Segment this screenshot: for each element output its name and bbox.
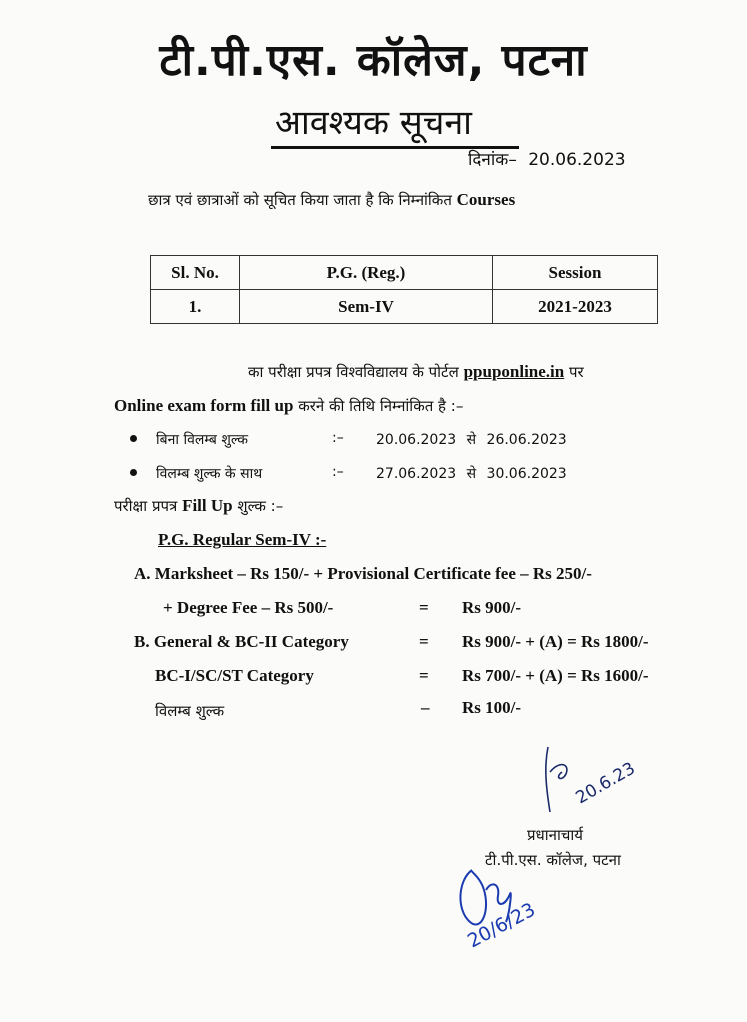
fee-line-b-value: Rs 900/- + (A) = Rs 1800/- [462,632,649,651]
date-value: 20.06.2023 [528,150,626,170]
principal-title: प्रधानाचार्य [527,826,583,844]
fee-line-a2: + Degree Fee – Rs 500/- [163,598,334,617]
date-label: दिनांक– [468,150,517,170]
fee-line-b-eq: = [419,632,429,651]
portal-link[interactable]: ppuponline.in [463,362,565,381]
date-to: 26.06.2023 [486,432,567,448]
fee-heading-suffix: शुल्क :– [237,497,284,515]
fee-line-a2-value: Rs 900/- [462,598,522,617]
date-from: 27.06.2023 [376,466,457,482]
table-header-slno: Sl. No. [151,256,240,290]
table-row [151,290,658,324]
fee-line-c-value: Rs 700/- + (A) = Rs 1600/- [462,666,649,685]
fee-heading-prefix: परीक्षा प्रपत्र [114,497,178,515]
intro-text: छात्र एवं छात्राओं को सूचित किया जाता है कि निम्नांकित [148,191,452,209]
signature-date: 20.6.23 [572,758,639,809]
portal-text-after: पर [569,363,584,381]
fee-heading-bold: Fill Up [182,496,233,515]
late-fee-label: विलम्ब शुल्क [155,702,225,720]
portal-line [248,362,584,382]
form-date-text: करने की तिथि निम्नांकित है :– [298,397,464,415]
second-signature-date: 20/6/23 [464,898,540,953]
date-to: 30.06.2023 [486,466,567,482]
fee-heading [114,496,283,516]
late-fee-eq: – [421,698,430,717]
table-cell-slno: 1. [151,290,240,324]
bullet-icon [130,469,137,476]
fee-line-c-eq: = [419,666,429,685]
date-joiner: से [466,466,477,482]
late-fee-value: Rs 100/- [462,698,522,717]
fee-line-b: B. General & BC-II Category [134,632,349,651]
date-line [468,147,626,170]
second-signature [450,850,560,955]
intro-courses-word: Courses [456,190,516,209]
date-item-sep: :– [332,464,344,480]
fee-line-a1: A. Marksheet – Rs 150/- + Provisional Certificate fee – Rs 250/- [134,564,592,583]
form-date-line [114,396,463,416]
portal-text: का परीक्षा प्रपत्र विश्वविद्यालय के पोर्टल [248,363,459,381]
date-item-label: विलम्ब शुल्क के साथ [156,466,263,482]
list-item [130,464,567,482]
date-item-sep: :– [332,430,344,446]
table-header-session: Session [493,256,658,290]
fee-line-c: BC-I/SC/ST Category [155,666,314,685]
intro-line [148,190,515,210]
table-cell-session: 2021-2023 [493,290,658,324]
date-item-range [376,464,567,483]
fee-line-a2-eq: = [419,598,429,617]
bullet-icon [130,435,137,442]
form-date-bold: Online exam form fill up [114,396,294,415]
table-header-row [151,256,658,290]
table-cell-course: Sem-IV [240,290,493,324]
principal-college: टी.पी.एस. कॉलेज, पटना [485,851,621,869]
courses-table [150,255,658,324]
table-header-course: P.G. (Reg.) [240,256,493,290]
date-item-range [376,430,567,449]
notice-heading: आवश्यक सूचना [275,103,472,143]
list-item [130,430,567,448]
date-joiner: से [466,432,477,448]
college-title: टी.पी.एस. कॉलेज, पटना [159,35,588,86]
pg-regular-heading: P.G. Regular Sem-IV :- [158,530,327,549]
date-item-label: बिना विलम्ब शुल्क [156,432,248,448]
principal-signature [530,742,650,822]
date-from: 20.06.2023 [376,432,457,448]
